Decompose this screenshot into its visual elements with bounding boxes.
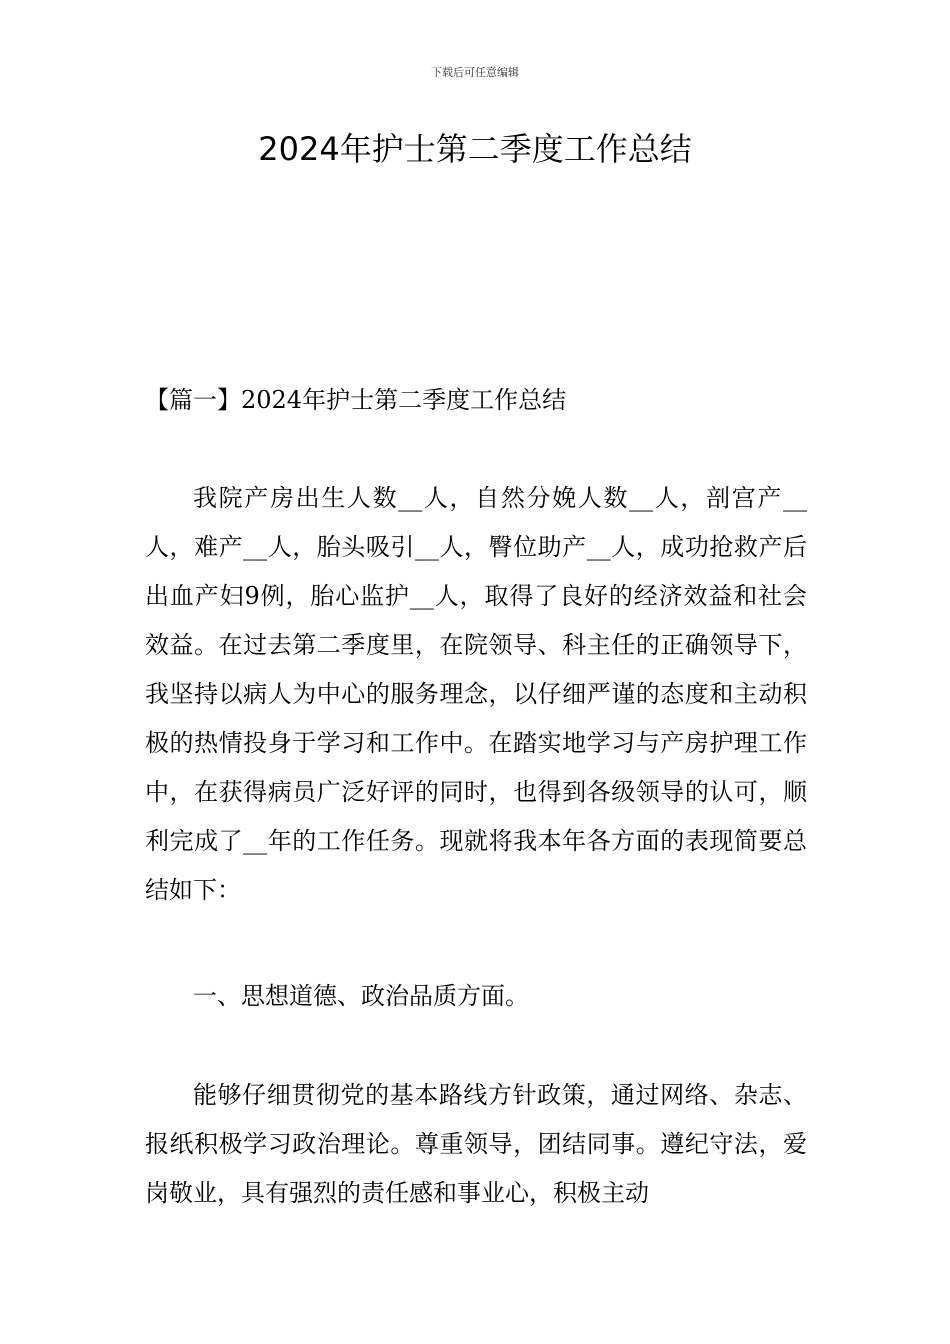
header-note: 下载后可任意编辑 <box>431 66 519 79</box>
document-title: 2024年护士第二季度工作总结 <box>258 130 692 168</box>
subheading-1: 一、思想道德、政治品质方面。 <box>193 982 529 1010</box>
paragraph-1: 我院产房出生人数__人，自然分娩人数__人，剖宫产__人，难产__人，胎头吸引__人，臀位助产__人，成功抢救产后出血产妇9例，胎心监护__人，取得了良好的经济效益和社会效益。在过去第二季度里，在院领导、科主任的正确领导下，我坚持以病人为中心的服务理念，以仔细严谨的态度和主动积极的热情投身于学习和工作中。在踏实地学习与产房护理工作中，在获得病员广泛好评的同时，也得到各级领导的认可，顺利完成了__年的工作任务。现就将我本年各方面的表现简要总结如下： <box>145 484 807 904</box>
paragraph-2: 能够仔细贯彻党的基本路线方针政策，通过网络、杂志、报纸积极学习政治理论。尊重领导，团结同事。遵纪守法，爱岗敬业，具有强烈的责任感和事业心，积极主动 <box>145 1081 807 1207</box>
section-heading: 【篇一】2024年护士第二季度工作总结 <box>145 386 567 414</box>
